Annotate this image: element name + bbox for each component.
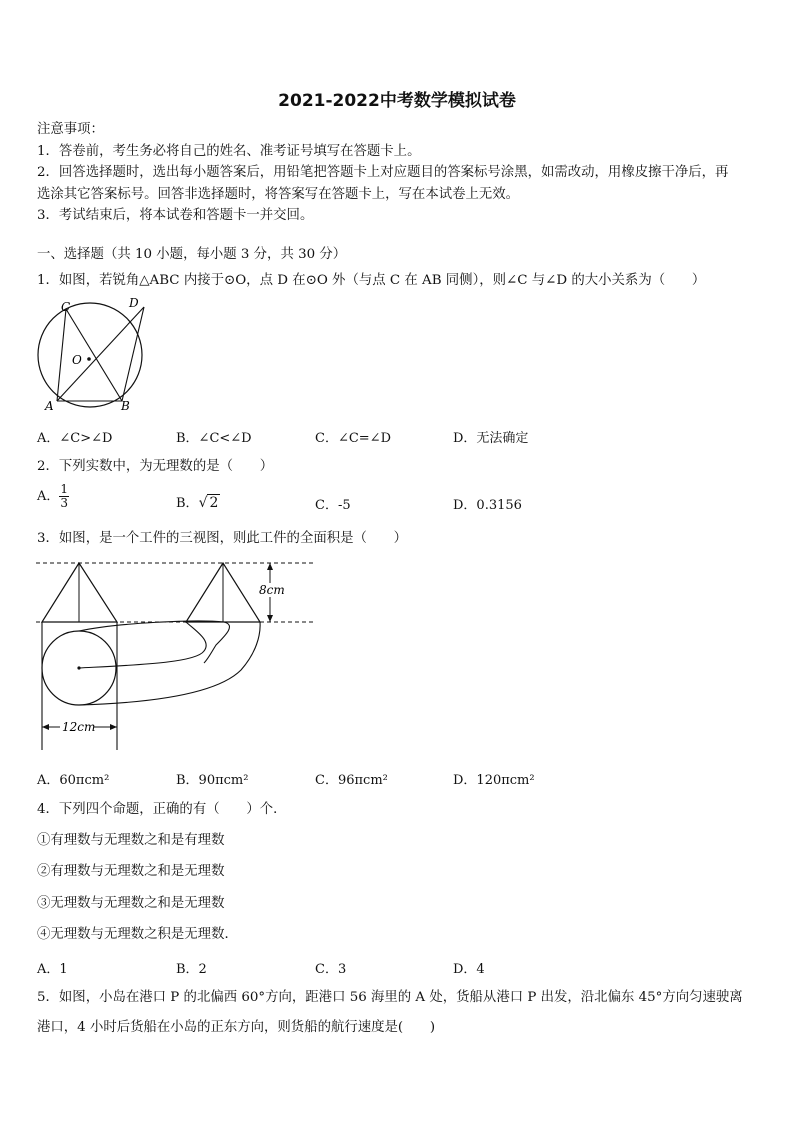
section-heading: 一、选择题（共 10 小题，每小题 3 分，共 30 分） (37, 247, 347, 262)
height-arrow-top (267, 563, 273, 570)
q1-figure (33, 293, 151, 415)
notice-item-1: 1．答卷前，考生务必将自己的姓名、准考证号填写在答题卡上。 (37, 144, 421, 159)
curve-inner (79, 622, 206, 668)
q3-figure (36, 555, 318, 755)
q5-line-1: 5．如图，小岛在港口 P 的北偏西 60°方向，距港口 56 海里的 A 处，货船从港口 P 出发，沿北偏东 45°方向匀速驶离 (37, 990, 743, 1005)
q1-option-d: D．无法确定 (453, 431, 529, 446)
q2-option-a: A． $\frac{1}{3}$ (37, 482, 69, 510)
q3-option-c: C．96πcm² (315, 773, 388, 788)
notice-item-3: 3．考试结束后，将本试卷和答题卡一并交回。 (37, 208, 314, 223)
fraction-one-third: $\frac{1}{3}$ (60, 482, 69, 510)
curve-middle (79, 621, 229, 663)
q4-item-4: ④无理数与无理数之积是无理数． (37, 927, 238, 942)
q2-stem: 2．下列实数中，为无理数的是（ ） (37, 459, 274, 474)
label-d: D (129, 296, 139, 310)
sqrt-two: √ 2 (198, 495, 219, 511)
q1-option-c: C．∠C=∠D (315, 431, 391, 446)
height-arrow-bottom (267, 615, 273, 622)
q3-option-b: B．90πcm² (176, 773, 249, 788)
q2-option-d: D．0.3156 (453, 498, 522, 513)
label-o: O (72, 353, 82, 367)
height-label: 8cm (259, 583, 285, 597)
q4-option-c: C．3 (315, 962, 347, 977)
label-b: B (121, 399, 130, 413)
label-a: A (45, 399, 54, 413)
q4-stem: 4．下列四个命题，正确的有（ ）个． (37, 802, 287, 817)
width-label: 12cm (62, 720, 96, 734)
notice-heading: 注意事项： (37, 122, 104, 137)
circle-o (38, 303, 142, 407)
page-title: 2021-2022中考数学模拟试卷 (278, 91, 516, 111)
q4-option-a: A．1 (37, 962, 68, 977)
q1-option-b: B．∠C<∠D (176, 431, 252, 446)
q2-option-b: B．√ 2 (176, 495, 219, 511)
notice-item-2: 2．回答选择题时，选出每小题答案后，用铅笔把答题卡上对应题目的答案标号涂黑，如需改动，用橡皮擦干净后，再 (37, 165, 729, 180)
q3-option-d: D．120πcm² (453, 773, 535, 788)
q4-item-3: ③无理数与无理数之和是无理数 (37, 896, 225, 911)
center-point (87, 357, 91, 361)
label-c: C (61, 300, 71, 314)
q4-item-1: ①有理数与无理数之和是有理数 (37, 833, 225, 848)
q3-option-a: A．60πcm² (37, 773, 110, 788)
width-arrow-left (42, 724, 49, 730)
q2-option-c: C．-5 (315, 498, 351, 513)
q3-stem: 3．如图，是一个工件的三视图，则此工件的全面积是（ ） (37, 531, 408, 546)
q4-item-2: ②有理数与无理数之和是无理数 (37, 864, 225, 879)
segment-bd (122, 307, 144, 401)
q4-option-d: D．4 (453, 962, 485, 977)
q1-stem: 1．如图，若锐角△ABC 内接于⊙O，点 D 在⊙O 外（与点 C 在 AB 同侧），则∠C 与∠D 的大小关系为（ ） (37, 273, 706, 288)
width-arrow-right (110, 724, 117, 730)
q4-option-b: B．2 (176, 962, 207, 977)
q5-line-2: 港口，4 小时后货船在小岛的正东方向，则货船的航行速度是( ) (37, 1020, 436, 1035)
q1-option-a: A．∠C>∠D (37, 431, 113, 446)
segment-ca (57, 309, 66, 401)
notice-item-2-cont: 选涂其它答案标号。回答非选择题时，将答案写在答题卡上，写在本试卷上无效。 (37, 187, 520, 202)
